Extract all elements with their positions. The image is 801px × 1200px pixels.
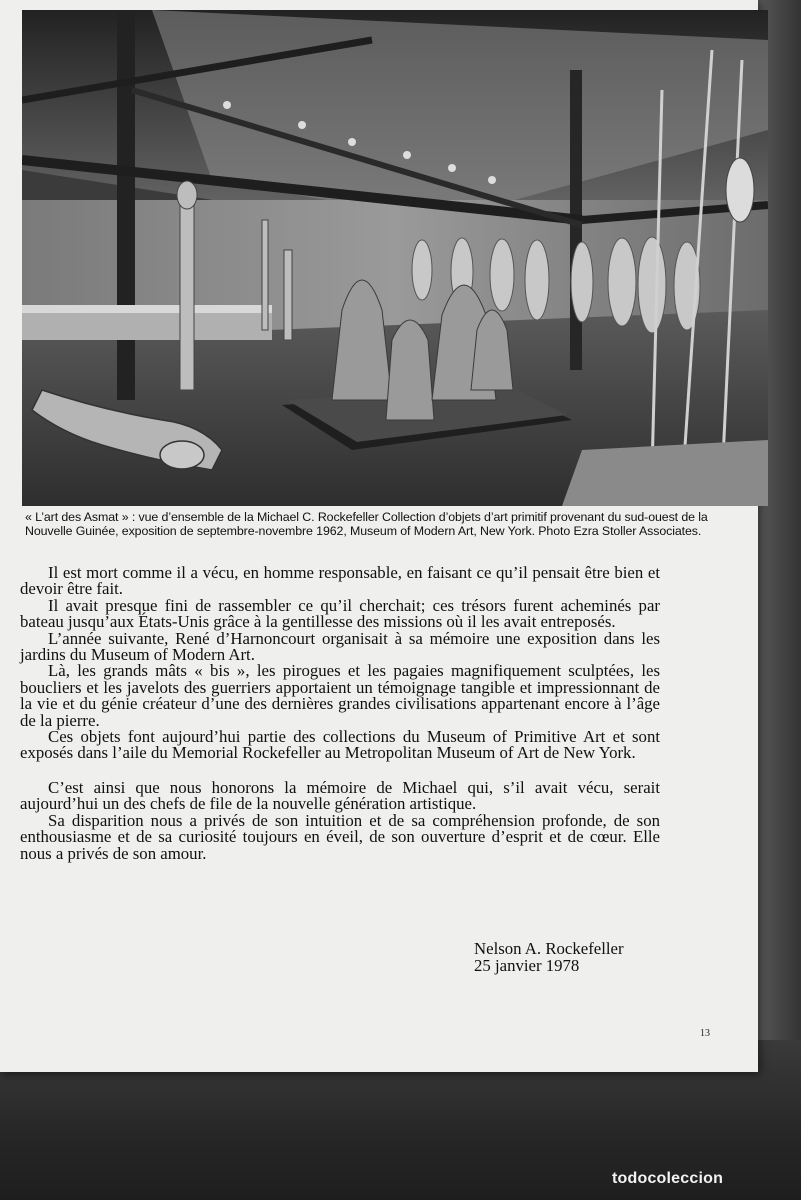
paragraph: Il est mort comme il a vécu, en homme responsable, en faisant ce qu’il pensait être bien et devoir être fait. [20, 563, 660, 599]
paragraph: C’est ainsi que nous honorons la mémoire de Michael qui, s’il avait vécu, serait aujourd’hui un des chefs de file de la nouvelle génération artistique. [20, 777, 660, 814]
body-text [20, 565, 660, 862]
signature-block [474, 940, 674, 974]
paragraph: Il avait presque fini de rassembler ce qu’il cherchait; ces trésors furent acheminés par bateau jusqu’aux États-Unis grâce à la gentillesse des missions où il les avait entreposés. [20, 595, 660, 632]
paragraph: Là, les grands mâts « bis », les pirogues et les pagaies magnifiquement sculptées, les boucliers et les javelots des guerriers apportaient un témoignage tangible et impressionnant de la vie et du génie créateur d’une des dernières grandes civilisations appartenant encore à l’âge de la pierre. [20, 661, 660, 730]
photo-caption: « L’art des Asmat » : vue d’ensemble de la Michael C. Rockefeller Collection d’objets d’art primitif provenant du sud-ouest de la Nouvelle Guinée, exposition de septembre-novembre 1962, Museum of Modern Art, New York. Photo Ezra Stoller Associates. [25, 510, 708, 539]
signature-name: Nelson A. Rockefeller [474, 939, 624, 958]
paragraph: L’année suivante, René d’Harnoncourt organisait à sa mémoire une exposition dans les jardins du Museum of Modern Art. [20, 628, 660, 665]
paragraph: Ces objets font aujourd’hui partie des collections du Museum of Primitive Art et sont exposés dans l’aile du Memorial Rockefeller au Metropolitan Museum of Art de New York. [20, 727, 660, 763]
watermark-logo: todocoleccion [612, 1170, 724, 1187]
paragraph: Sa disparition nous a privés de son intuition et de sa compréhension profonde, de son enthousiasme et de sa curiosité toujours en éveil, de son ouverture d’esprit et de cœur. Elle nous a privés de son amour. [20, 810, 660, 863]
page-number: 13 [700, 1028, 710, 1039]
signature-date: 25 janvier 1978 [474, 956, 580, 975]
museum-exhibition-photo-icon [22, 10, 768, 506]
exhibition-photo [22, 10, 768, 506]
